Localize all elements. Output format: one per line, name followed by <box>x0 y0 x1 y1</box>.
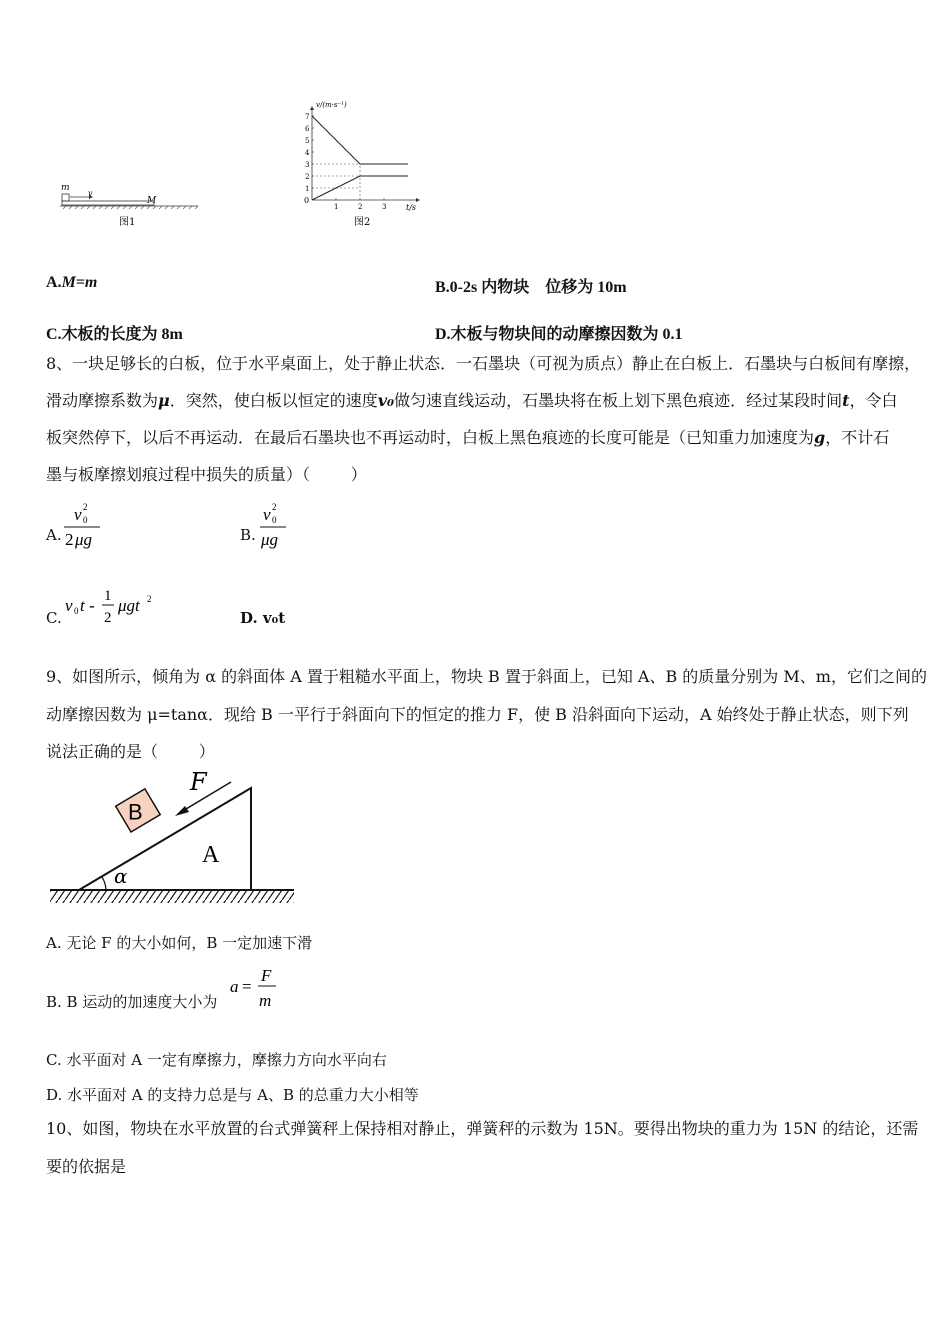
q8-line-2: 滑动摩擦系数为μ．突然，使白板以恒定的速度v₀做匀速直线运动，石墨块将在板上划下黑色痕迹．经过某段时间t，令白 <box>46 391 898 410</box>
q7-option-c: C.木板的长度为 8m <box>46 326 183 343</box>
q9-option-b-formula <box>228 962 288 1014</box>
y-axis-arrow <box>310 106 314 110</box>
fig1-caption: 图1 <box>119 217 136 228</box>
fig2-x-axis-label: t/s <box>406 203 417 212</box>
svg-text:F: F <box>261 966 272 985</box>
svg-text:v: v <box>74 505 82 524</box>
q7-option-a-math: M=m <box>61 274 98 291</box>
q9-line-3: 说法正确的是（ ） <box>46 742 215 761</box>
svg-text:2: 2 <box>104 610 112 626</box>
q8-line-1: 8、一块足够长的白板，位于水平桌面上，处于静止状态．一石墨块（可视为质点）静止在白板上．石墨块与白板间有摩擦， <box>46 354 921 373</box>
q8-option-c-label: C. <box>46 609 62 627</box>
svg-text:2: 2 <box>65 530 74 549</box>
y-tick-label: 5 <box>305 137 310 145</box>
q9-line-1: 9、如图所示，倾角为 α 的斜面体 A 置于粗糙水平面上，物块 B 置于斜面上，已知 A、B 的质量分别为 M、m，它们之间的 <box>46 667 927 686</box>
fig1-label-v: v <box>88 189 93 198</box>
q7-option-a-prefix: A. <box>46 274 62 291</box>
svg-text:0: 0 <box>83 515 88 525</box>
fig1-label-M: M <box>147 196 157 206</box>
svg-text:-: - <box>89 596 95 615</box>
fig2-origin: 0 <box>304 196 310 205</box>
fig1-label-m: m <box>61 183 70 193</box>
svg-text:2: 2 <box>83 502 88 512</box>
q9-option-c: C. 水平面对 A 一定有摩擦力，摩擦力方向水平向右 <box>46 1051 387 1069</box>
svg-text:0: 0 <box>74 606 79 616</box>
q8-option-a-formula <box>62 500 110 550</box>
x-axis-arrow <box>416 198 420 202</box>
figure-1 <box>55 180 205 230</box>
svg-text:a: a <box>230 977 239 996</box>
q9-option-d: D. 水平面对 A 的支持力总是与 A、B 的总重力大小相等 <box>46 1086 419 1104</box>
fig-label-alpha: α <box>114 864 128 888</box>
svg-text:=: = <box>242 977 252 996</box>
q8-line-3: 板突然停下，以后不再运动．在最后石墨块也不再运动时，白板上黑色痕迹的长度可能是（已知重力加速度为g，不计石 <box>46 428 890 447</box>
svg-text:μg: μg <box>75 530 93 549</box>
y-tick-label: 6 <box>305 125 310 133</box>
y-tick-label: 2 <box>305 173 310 181</box>
fig-label-a: A <box>202 842 220 868</box>
svg-text:2: 2 <box>272 502 277 512</box>
fig-label-f: F <box>190 770 207 796</box>
q9-option-a: A. 无论 F 的大小如何，B 一定加速下滑 <box>46 934 313 952</box>
fig2-caption: 图2 <box>354 217 371 228</box>
q8-v0: v₀ <box>377 391 395 410</box>
q7-option-a <box>46 274 97 292</box>
q8-t: t <box>842 391 850 410</box>
q9-option-b: B. B 运动的加速度大小为 <box>46 993 218 1011</box>
svg-text:0: 0 <box>272 515 277 525</box>
svg-text:μgt: μgt <box>118 596 140 615</box>
svg-text:2: 2 <box>147 594 152 604</box>
y-tick-label: 3 <box>305 161 310 169</box>
q8-option-a-label: A. <box>46 526 62 544</box>
svg-text:1: 1 <box>104 588 112 604</box>
q8-option-c-formula <box>62 584 162 630</box>
series-line-1 <box>312 116 408 164</box>
figure-incline <box>44 770 296 910</box>
svg-text:v: v <box>65 596 73 615</box>
fig-label-b: B <box>127 799 143 825</box>
q10-line-1: 10、如图，物块在水平放置的台式弹簧秤上保持相对静止，弹簧秤的示数为 15N。要得出物块的重力为 15N 的结论，还需 <box>46 1119 919 1138</box>
q8-mu: μ <box>158 391 170 410</box>
svg-text:v: v <box>263 505 271 524</box>
svg-text:m: m <box>259 991 272 1010</box>
x-tick-label: 3 <box>382 203 387 211</box>
figure-2-vt-graph <box>298 98 426 230</box>
x-tick-label: 2 <box>358 203 363 211</box>
q7-option-b: B.0-2s 内物块 位移为 10m <box>435 279 627 296</box>
q8-g: g <box>814 428 826 447</box>
fig2-y-axis-label: v/(m·s⁻¹) <box>316 101 347 109</box>
y-tick-label: 4 <box>305 149 310 157</box>
svg-text:μg: μg <box>261 530 279 549</box>
q8-option-b-formula <box>258 500 294 550</box>
y-tick-label: 1 <box>305 185 310 193</box>
q8-option-b-label: B. <box>240 526 256 544</box>
q8-option-d: D. v₀t <box>240 609 286 627</box>
x-tick-label: 1 <box>334 203 339 211</box>
q7-option-d: D.木板与物块间的动摩擦因数为 0.1 <box>435 326 683 343</box>
q10-line-2: 要的依据是 <box>46 1157 127 1176</box>
y-tick-label: 7 <box>305 113 310 121</box>
svg-text:t: t <box>80 596 85 615</box>
q8-line-4: 墨与板摩擦划痕过程中损失的质量）（ ） <box>46 465 367 484</box>
q9-line-2: 动摩擦因数为 μ=tanα．现给 B 一平行于斜面向下的恒定的推力 F，使 B 沿斜面向下运动，A 始终处于静止状态，则下列 <box>46 705 909 724</box>
